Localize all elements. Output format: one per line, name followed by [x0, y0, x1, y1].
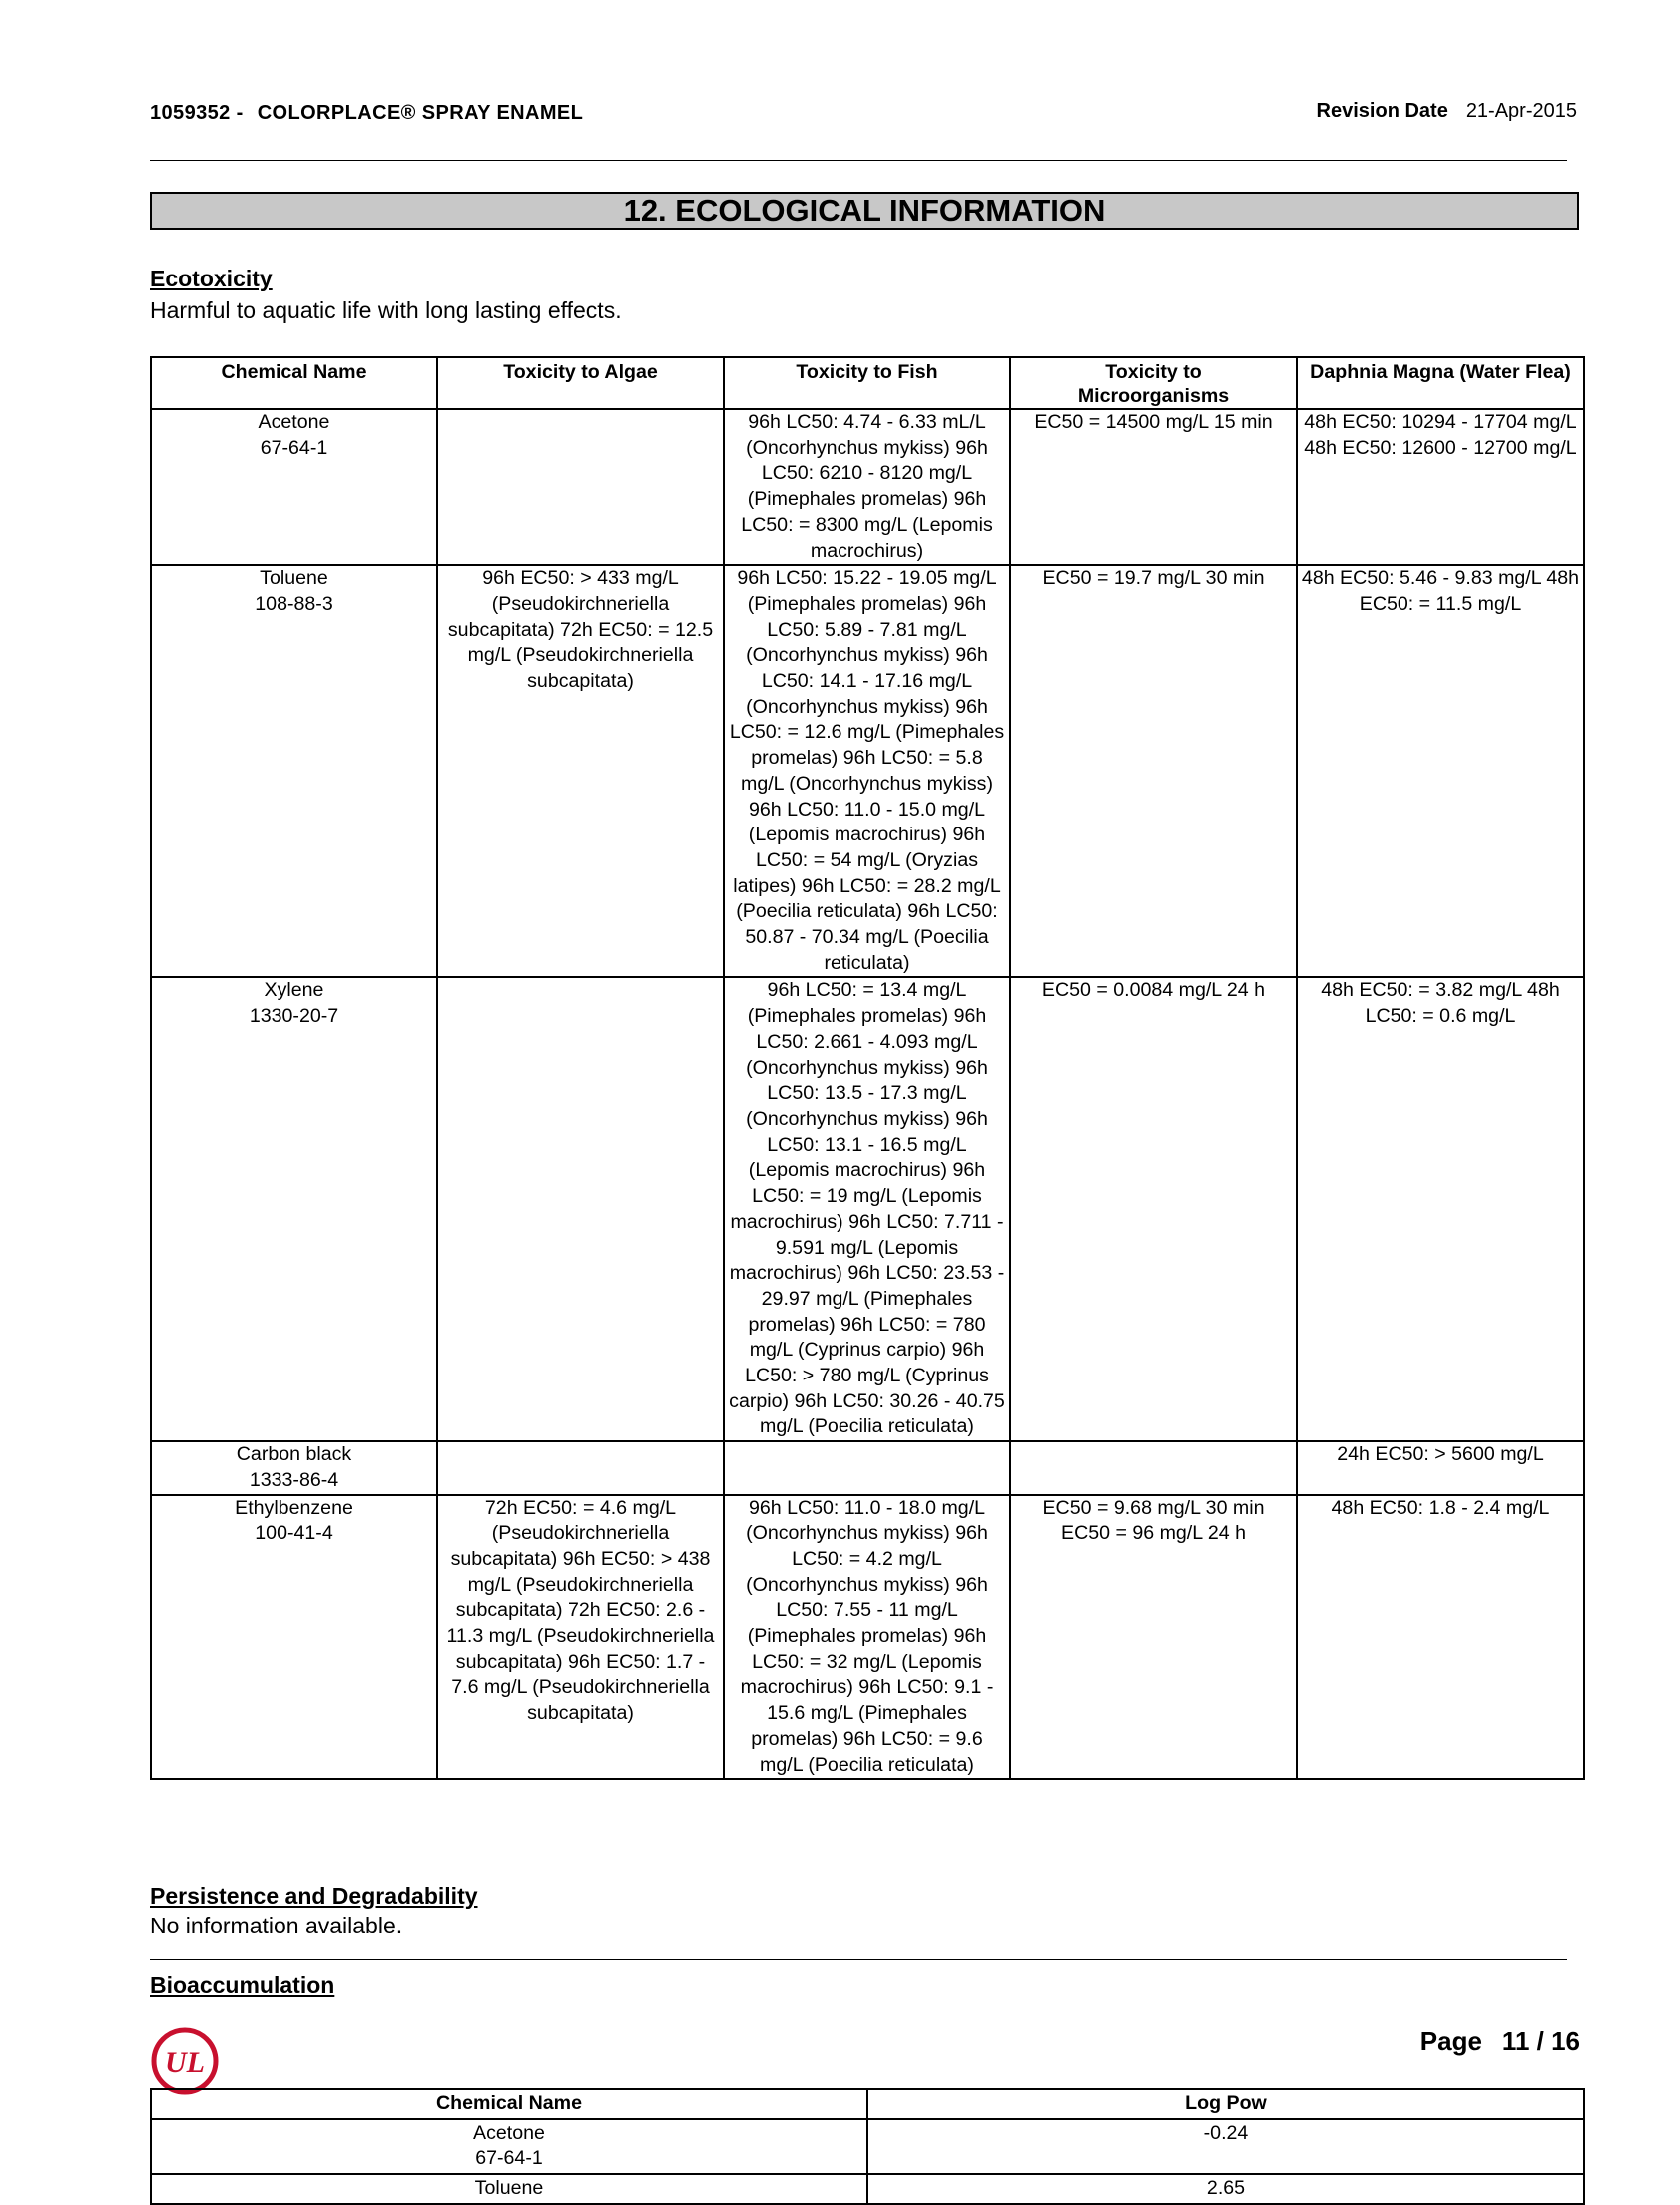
cas-number: 67-64-1	[260, 436, 328, 459]
algae-cell	[437, 409, 724, 565]
page-indicator	[1420, 2026, 1580, 2057]
cas-number: 108-88-3	[255, 592, 333, 615]
table-header-row	[151, 2089, 1584, 2119]
daphnia-cell: 48h EC50: 10294 - 17704 mg/L 48h EC50: 12600 - 12700 mg/L	[1297, 409, 1584, 565]
algae-cell: 96h EC50: > 433 mg/L (Pseudokirchneriella subcapitata) 72h EC50: = 12.5 mg/L (Pseudokirchneriella subcapitata)	[437, 565, 724, 977]
table-row	[151, 565, 1584, 977]
cas-number: 67-64-1	[475, 2147, 543, 2170]
fish-cell: 96h LC50: 15.22 - 19.05 mg/L (Pimephales promelas) 96h LC50: 5.89 - 7.81 mg/L (Oncorhynchus mykiss) 96h LC50: 14.1 - 17.16 mg/L (Oncorhynchus mykiss) 96h LC50: = 12.6 mg/L (Pimephales promelas) 96h LC50: = 5.8 mg/L (Oncorhynchus mykiss) 96h LC50: 11.0 - 15.0 mg/L (Lepomis macrochirus) 96h LC50: = 54 mg/L (Oryzias latipes) 96h LC50: = 28.2 mg/L (Poecilia reticulata) 96h LC50: 50.87 - 70.34 mg/L (Poecilia reticulata)	[724, 565, 1010, 977]
chemical-name: Carbon black	[236, 1443, 352, 1466]
fish-cell	[724, 1441, 1010, 1494]
table-row	[151, 1441, 1584, 1494]
chemical-cell	[151, 1441, 437, 1494]
product-name: COLORPLACE® SPRAY ENAMEL	[257, 102, 584, 124]
col-log-pow: Log Pow	[867, 2089, 1584, 2119]
daphnia-cell: 48h EC50: = 3.82 mg/L 48h LC50: = 0.6 mg/L	[1297, 977, 1584, 1441]
col-chemical-name: Chemical Name	[151, 2089, 867, 2119]
microorganisms-cell: EC50 = 9.68 mg/L 30 min EC50 = 96 mg/L 24 h	[1010, 1495, 1297, 1780]
ecotoxicity-summary: Harmful to aquatic life with long lasting effects.	[150, 297, 622, 323]
chemical-cell	[151, 565, 437, 977]
col-toxicity-algae: Toxicity to Algae	[437, 357, 724, 409]
ecotoxicity-heading: Ecotoxicity	[150, 266, 273, 291]
header-divider	[150, 160, 1567, 161]
persistence-heading: Persistence and Degradability	[150, 1883, 478, 1909]
chemical-cell	[151, 977, 437, 1441]
microorganisms-cell: EC50 = 19.7 mg/L 30 min	[1010, 565, 1297, 977]
fish-cell: 96h LC50: 11.0 - 18.0 mg/L (Oncorhynchus mykiss) 96h LC50: = 4.2 mg/L (Oncorhynchus mykiss) 96h LC50: 7.55 - 11 mg/L (Pimephales promelas) 96h LC50: = 32 mg/L (Lepomis macrochirus) 96h LC50: 9.1 - 15.6 mg/L (Pimephales promelas) 96h LC50: = 9.6 mg/L (Poecilia reticulata)	[724, 1495, 1010, 1780]
chemical-name: Toluene	[260, 567, 328, 590]
ecotoxicity-table	[150, 356, 1585, 1780]
persistence-text: No information available.	[150, 1913, 403, 1938]
section-divider	[150, 1959, 1567, 1960]
chemical-cell	[151, 1495, 437, 1780]
microorganisms-cell	[1010, 1441, 1297, 1494]
table-row	[151, 2119, 1584, 2174]
table-row	[151, 1495, 1584, 1780]
chemical-name: Ethylbenzene	[235, 1496, 353, 1519]
cas-number: 100-41-4	[255, 1522, 333, 1545]
document-header-product	[150, 102, 597, 125]
product-code: 1059352 -	[150, 102, 244, 124]
algae-cell	[437, 977, 724, 1441]
table-header-row	[151, 357, 1584, 409]
microorganisms-cell: EC50 = 0.0084 mg/L 24 h	[1010, 977, 1297, 1441]
daphnia-cell: 48h EC50: 1.8 - 2.4 mg/L	[1297, 1495, 1584, 1780]
chemical-name: Acetone	[258, 411, 330, 433]
col-toxicity-fish: Toxicity to Fish	[724, 357, 1010, 409]
chemical-cell	[151, 2119, 867, 2174]
revision-date: 21-Apr-2015	[1465, 100, 1577, 122]
daphnia-cell: 48h EC50: 5.46 - 9.83 mg/L 48h EC50: = 11.5 mg/L	[1297, 565, 1584, 977]
cas-number: 1330-20-7	[249, 1005, 339, 1028]
ul-logo	[150, 2026, 220, 2096]
chemical-name: Toluene	[474, 2177, 544, 2200]
revision-label: Revision Date	[1316, 100, 1448, 122]
page-number: 11 / 16	[1501, 2026, 1580, 2056]
revision-info	[1317, 100, 1577, 123]
bioaccumulation-heading: Bioaccumulation	[150, 1972, 335, 1998]
section-title: 12. ECOLOGICAL INFORMATION	[150, 192, 1579, 230]
daphnia-cell: 24h EC50: > 5600 mg/L	[1297, 1441, 1584, 1494]
col-toxicity-microorganisms: Toxicity to Microorganisms	[1010, 357, 1297, 409]
cas-number: 1333-86-4	[249, 1468, 339, 1491]
algae-cell	[437, 1441, 724, 1494]
algae-cell: 72h EC50: = 4.6 mg/L (Pseudokirchneriella subcapitata) 96h EC50: > 438 mg/L (Pseudokirchneriella subcapitata) 72h EC50: 2.6 - 11.3 mg/L (Pseudokirchneriella subcapitata) 96h EC50: 1.7 - 7.6 mg/L (Pseudokirchneriella subcapitata)	[437, 1495, 724, 1780]
col-chemical-name: Chemical Name	[151, 357, 437, 409]
table-row	[151, 2174, 1584, 2204]
log-pow-cell: -0.24	[867, 2119, 1584, 2174]
fish-cell: 96h LC50: = 13.4 mg/L (Pimephales promelas) 96h LC50: 2.661 - 4.093 mg/L (Oncorhynchus mykiss) 96h LC50: 13.5 - 17.3 mg/L (Oncorhynchus mykiss) 96h LC50: 13.1 - 16.5 mg/L (Lepomis macrochirus) 96h LC50: = 19 mg/L (Lepomis macrochirus) 96h LC50: 7.711 - 9.591 mg/L (Lepomis macrochirus) 96h LC50: 23.53 - 29.97 mg/L (Pimephales promelas) 96h LC50: = 780 mg/L (Cyprinus carpio) 96h LC50: > 780 mg/L (Cyprinus carpio) 96h LC50: 30.26 - 40.75 mg/L (Poecilia reticulata)	[724, 977, 1010, 1441]
bioaccumulation-table	[150, 2088, 1585, 2205]
chemical-cell	[151, 2174, 867, 2204]
fish-cell: 96h LC50: 4.74 - 6.33 mL/L (Oncorhynchus mykiss) 96h LC50: 6210 - 8120 mg/L (Pimephales promelas) 96h LC50: = 8300 mg/L (Lepomis macrochirus)	[724, 409, 1010, 565]
chemical-cell	[151, 409, 437, 565]
chemical-name: Xylene	[264, 979, 324, 1002]
ul-logo-text: UL	[165, 2046, 205, 2079]
table-row	[151, 409, 1584, 565]
page-label: Page	[1419, 2026, 1482, 2056]
table-row	[151, 977, 1584, 1441]
microorganisms-cell: EC50 = 14500 mg/L 15 min	[1010, 409, 1297, 565]
chemical-name: Acetone	[473, 2121, 545, 2144]
col-daphnia-magna: Daphnia Magna (Water Flea)	[1297, 357, 1584, 409]
log-pow-cell: 2.65	[867, 2174, 1584, 2204]
